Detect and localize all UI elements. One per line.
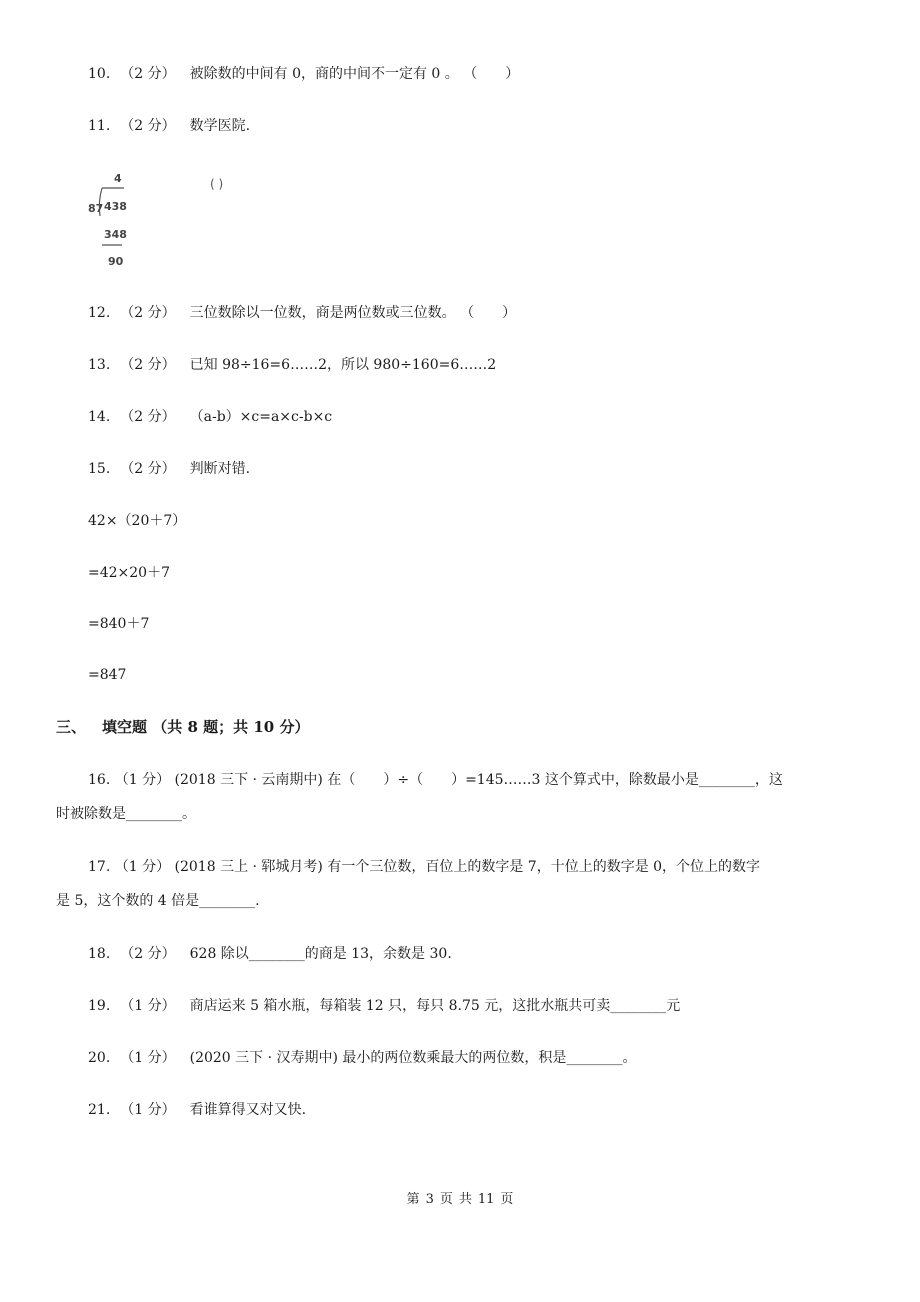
section-heading <box>56 717 309 737</box>
question-20 <box>88 1048 636 1068</box>
question-number: 10. <box>88 66 111 82</box>
question-text: 。 <box>182 806 196 822</box>
question-score: （2 分） <box>120 305 176 321</box>
question-12 <box>88 303 516 323</box>
question-number: 13. <box>88 357 111 373</box>
current-page-number: 3 <box>425 1192 434 1207</box>
question-text: 的商是 13，余数是 30. <box>304 946 452 962</box>
answer-blank[interactable]: ________ <box>199 893 256 909</box>
question-score: （1 分） <box>120 998 176 1014</box>
question-score: （2 分） <box>120 357 176 373</box>
question-number: 20. <box>88 1050 111 1066</box>
question-number: 12. <box>88 305 111 321</box>
question-number: 21. <box>88 1102 111 1118</box>
question-text: 三位数除以一位数，商是两位数或三位数。 （ ） <box>189 305 517 321</box>
question-text: （a-b）×c=a×c-b×c <box>189 409 333 425</box>
question-score: （2 分） <box>120 66 176 82</box>
calc-step: =840＋7 <box>88 616 150 632</box>
question-15 <box>88 459 250 479</box>
question-number: 18. <box>88 946 111 962</box>
question-11 <box>88 116 250 136</box>
question-text: 元 <box>666 998 681 1014</box>
question-16 <box>56 763 866 831</box>
section-title: 填空题 （共 8 题；共 10 分） <box>102 718 310 736</box>
question-score: （2 分） <box>120 946 176 962</box>
question-text: 数学医院. <box>189 118 251 134</box>
remainder-value: 90 <box>108 255 124 268</box>
question-14 <box>88 407 332 427</box>
question-text: 是 5，这个数的 4 倍是 <box>56 893 200 909</box>
footer-text: 第 <box>406 1192 420 1207</box>
question-number: 11. <box>88 118 111 134</box>
answer-blank[interactable]: ________ <box>126 806 182 822</box>
answer-blank[interactable]: ________ <box>698 772 755 788</box>
section-number: 三、 <box>56 718 87 736</box>
footer-text: 共 <box>458 1192 472 1207</box>
question-13 <box>88 355 496 375</box>
footer-text: 页 <box>500 1192 514 1207</box>
question-19 <box>88 996 680 1016</box>
question-text: 。 <box>622 1050 637 1066</box>
question-17 <box>56 850 866 918</box>
question-number: 15. <box>88 461 111 477</box>
long-division-diagram <box>86 168 246 278</box>
answer-blank[interactable]: ________ <box>248 946 305 962</box>
question-text: 时被除数是 <box>56 806 126 822</box>
question-21 <box>88 1100 306 1120</box>
question-text: 被除数的中间有 0，商的中间不一定有 0 。 （ ） <box>189 66 520 82</box>
question-score: （2 分） <box>120 118 176 134</box>
question-number: 16. <box>88 772 111 788</box>
question-score: （2 分） <box>120 409 176 425</box>
quotient-digit: 4 <box>114 172 122 185</box>
question-text: . <box>255 893 260 909</box>
question-score: （1 分） <box>120 1102 176 1118</box>
question-text: 已知 98÷16=6……2，所以 980÷160=6……2 <box>189 357 497 373</box>
question-score: （1 分） <box>114 859 171 875</box>
question-10 <box>88 64 519 84</box>
answer-blank[interactable]: ________ <box>566 1050 623 1066</box>
question-text: 商店运来 5 箱水瓶，每箱装 12 只，每只 8.75 元，这批水瓶共可卖 <box>189 998 611 1014</box>
calc-step: =847 <box>88 667 127 683</box>
question-text: ，这 <box>754 772 783 788</box>
footer-text: 页 <box>439 1192 453 1207</box>
answer-blank[interactable]: ________ <box>610 998 667 1014</box>
product-value: 348 <box>104 228 127 241</box>
question-text: 判断对错. <box>189 461 251 477</box>
question-score: （1 分） <box>120 1050 176 1066</box>
divisor-value: 87 <box>88 202 104 215</box>
calc-step: 42×（20＋7） <box>88 513 187 529</box>
question-number: 14. <box>88 409 111 425</box>
question-score: （2 分） <box>120 461 176 477</box>
calc-step: =42×20＋7 <box>88 565 170 581</box>
question-number: 17. <box>88 859 111 875</box>
question-text: (2020 三下 · 汉寿期中) 最小的两位数乘最大的两位数，积是 <box>189 1050 567 1066</box>
question-18 <box>88 944 452 964</box>
page-footer <box>0 1190 920 1210</box>
question-number: 19. <box>88 998 111 1014</box>
question-text: 628 除以 <box>189 946 249 962</box>
answer-paren: ( ) <box>210 177 224 191</box>
question-text: (2018 三上 · 郓城月考) 有一个三位数，百位上的数字是 7，十位上的数字是 0，个位上的数字 <box>174 859 761 875</box>
question-text: (2018 三下 · 云南期中) 在（ ）÷（ ）=145……3 这个算式中，除数最小是 <box>174 772 699 788</box>
dividend-value: 438 <box>104 200 127 213</box>
question-score: （1 分） <box>114 772 171 788</box>
question-text: 看谁算得又对又快. <box>189 1102 307 1118</box>
total-pages-number: 11 <box>477 1192 495 1207</box>
